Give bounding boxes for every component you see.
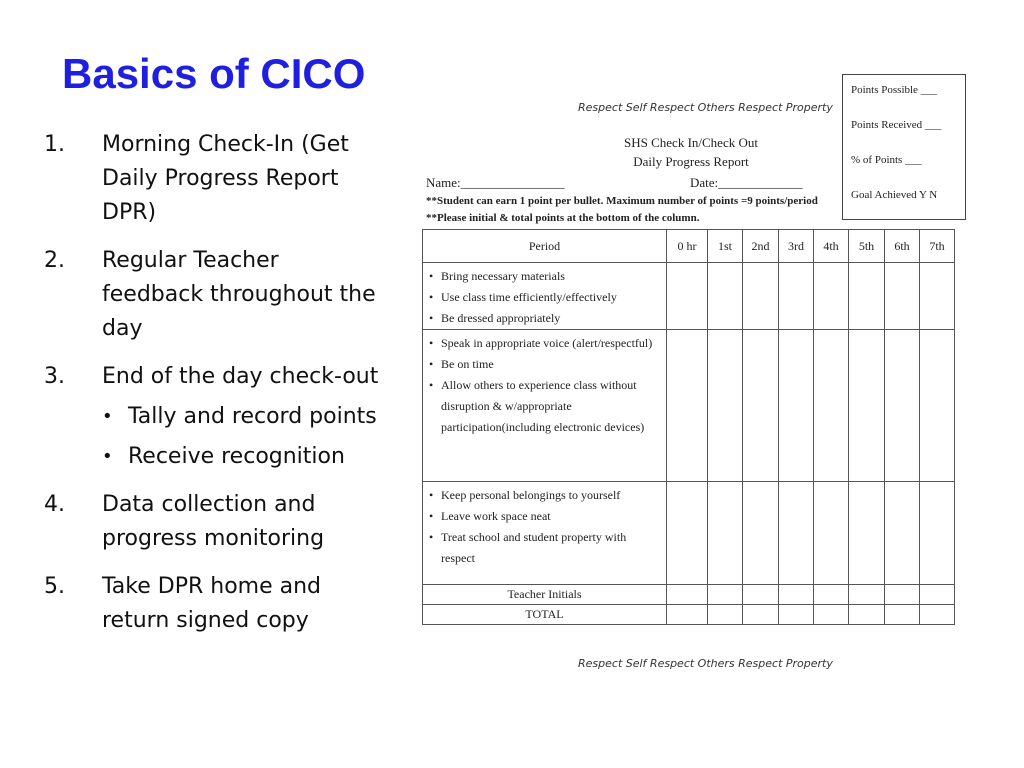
date-field: Date:_____________: [690, 175, 803, 190]
step-number: 3.: [44, 364, 65, 389]
criteria-item: • Leave work space neat: [427, 506, 662, 527]
score-cell: [779, 605, 814, 625]
points-received: Points Received ___: [851, 119, 942, 131]
column-header: 2nd: [743, 230, 779, 263]
score-cell: [708, 330, 743, 482]
motto-footer: Respect Self Respect Others Respect Property: [578, 657, 833, 670]
score-cell: [814, 263, 849, 330]
step-text: Take DPR home and return signed copy: [102, 574, 322, 633]
score-cell: [849, 330, 885, 482]
step-text: Data collection and progress monitoring: [102, 492, 325, 551]
score-cell: [885, 585, 920, 605]
score-cell: [920, 263, 955, 330]
column-header: 7th: [920, 230, 955, 263]
teacher-initials-label: Teacher Initials: [423, 585, 667, 605]
score-cell: [779, 585, 814, 605]
criteria-item: • Bring necessary materials: [427, 266, 662, 287]
score-cell: [667, 585, 708, 605]
score-cell: [920, 330, 955, 482]
table-row: [423, 263, 955, 330]
score-cell: [814, 330, 849, 482]
table-header-row: [423, 230, 955, 263]
score-cell: [885, 482, 920, 585]
bullet-icon: •: [102, 406, 113, 427]
score-cell: [920, 482, 955, 585]
column-header: 6th: [885, 230, 920, 263]
score-cell: [920, 605, 955, 625]
slide-title: Basics of CICO: [62, 50, 366, 97]
total-row: [423, 605, 955, 625]
criteria-list: [427, 266, 662, 329]
score-cell: [743, 585, 779, 605]
score-cell: [779, 263, 814, 330]
behavior-points-table: [422, 229, 955, 625]
step-text: End of the day check-out: [102, 364, 379, 389]
step-text: Regular Teacher feedback throughout the day: [102, 248, 376, 341]
score-cell: [814, 585, 849, 605]
score-cell: [667, 263, 708, 330]
step-number: 5.: [44, 574, 65, 599]
motto-header: Respect Self Respect Others Respect Property: [578, 101, 833, 114]
points-note: **Student can earn 1 point per bullet. Maximum number of points =9 points/period: [426, 195, 818, 207]
bullet-icon: •: [102, 446, 113, 467]
sub-bullet-text: Receive recognition: [128, 444, 345, 469]
criteria-item: • Keep personal belongings to yourself: [427, 485, 662, 506]
points-summary-box: [842, 74, 966, 220]
criteria-list: [427, 485, 662, 569]
step-number: 1.: [44, 132, 65, 157]
step-number: 4.: [44, 492, 65, 517]
score-cell: [779, 330, 814, 482]
criteria-item: • Be on time: [427, 354, 662, 375]
score-cell: [708, 605, 743, 625]
criteria-cell: [423, 330, 667, 482]
score-cell: [849, 263, 885, 330]
score-cell: [885, 605, 920, 625]
table-row: [423, 482, 955, 585]
score-cell: [849, 585, 885, 605]
total-label: TOTAL: [423, 605, 667, 625]
score-cell: [779, 482, 814, 585]
score-cell: [708, 585, 743, 605]
percent-points: % of Points ___: [851, 154, 922, 166]
criteria-item: • Treat school and student property with respect: [427, 527, 662, 569]
name-field: Name:________________: [426, 175, 565, 190]
column-header: 5th: [849, 230, 885, 263]
criteria-cell: [423, 482, 667, 585]
step-number: 2.: [44, 248, 65, 273]
score-cell: [885, 330, 920, 482]
score-cell: [814, 605, 849, 625]
score-cell: [667, 482, 708, 585]
score-cell: [885, 263, 920, 330]
score-cell: [708, 263, 743, 330]
score-cell: [667, 605, 708, 625]
criteria-item: • Be dressed appropriately: [427, 308, 662, 329]
score-cell: [920, 585, 955, 605]
form-subtitle: Daily Progress Report: [633, 154, 749, 169]
table-row: [423, 330, 955, 482]
teacher-initials-row: [423, 585, 955, 605]
column-header: Period: [423, 230, 667, 263]
score-cell: [849, 605, 885, 625]
form-title: SHS Check In/Check Out: [624, 135, 758, 150]
score-cell: [743, 263, 779, 330]
column-header: 3rd: [779, 230, 814, 263]
criteria-item: • Use class time efficiently/effectively: [427, 287, 662, 308]
column-header: 0 hr: [667, 230, 708, 263]
score-cell: [849, 482, 885, 585]
sub-bullet-text: Tally and record points: [128, 404, 377, 429]
criteria-item: • Allow others to experience class without disruption & w/appropriate participation(including electronic devices): [427, 375, 662, 438]
column-header: 4th: [814, 230, 849, 263]
criteria-item: • Speak in appropriate voice (alert/respectful): [427, 333, 662, 354]
goal-achieved: Goal Achieved Y N: [851, 189, 938, 201]
score-cell: [743, 330, 779, 482]
score-cell: [667, 330, 708, 482]
criteria-list: [427, 333, 662, 438]
score-cell: [743, 482, 779, 585]
step-text: Morning Check-In (Get Daily Progress Report DPR): [102, 132, 349, 225]
points-possible: Points Possible ___: [851, 84, 938, 96]
initials-note: **Please initial & total points at the bottom of the column.: [426, 212, 700, 224]
score-cell: [708, 482, 743, 585]
criteria-cell: [423, 263, 667, 330]
score-cell: [814, 482, 849, 585]
score-cell: [743, 605, 779, 625]
column-header: 1st: [708, 230, 743, 263]
